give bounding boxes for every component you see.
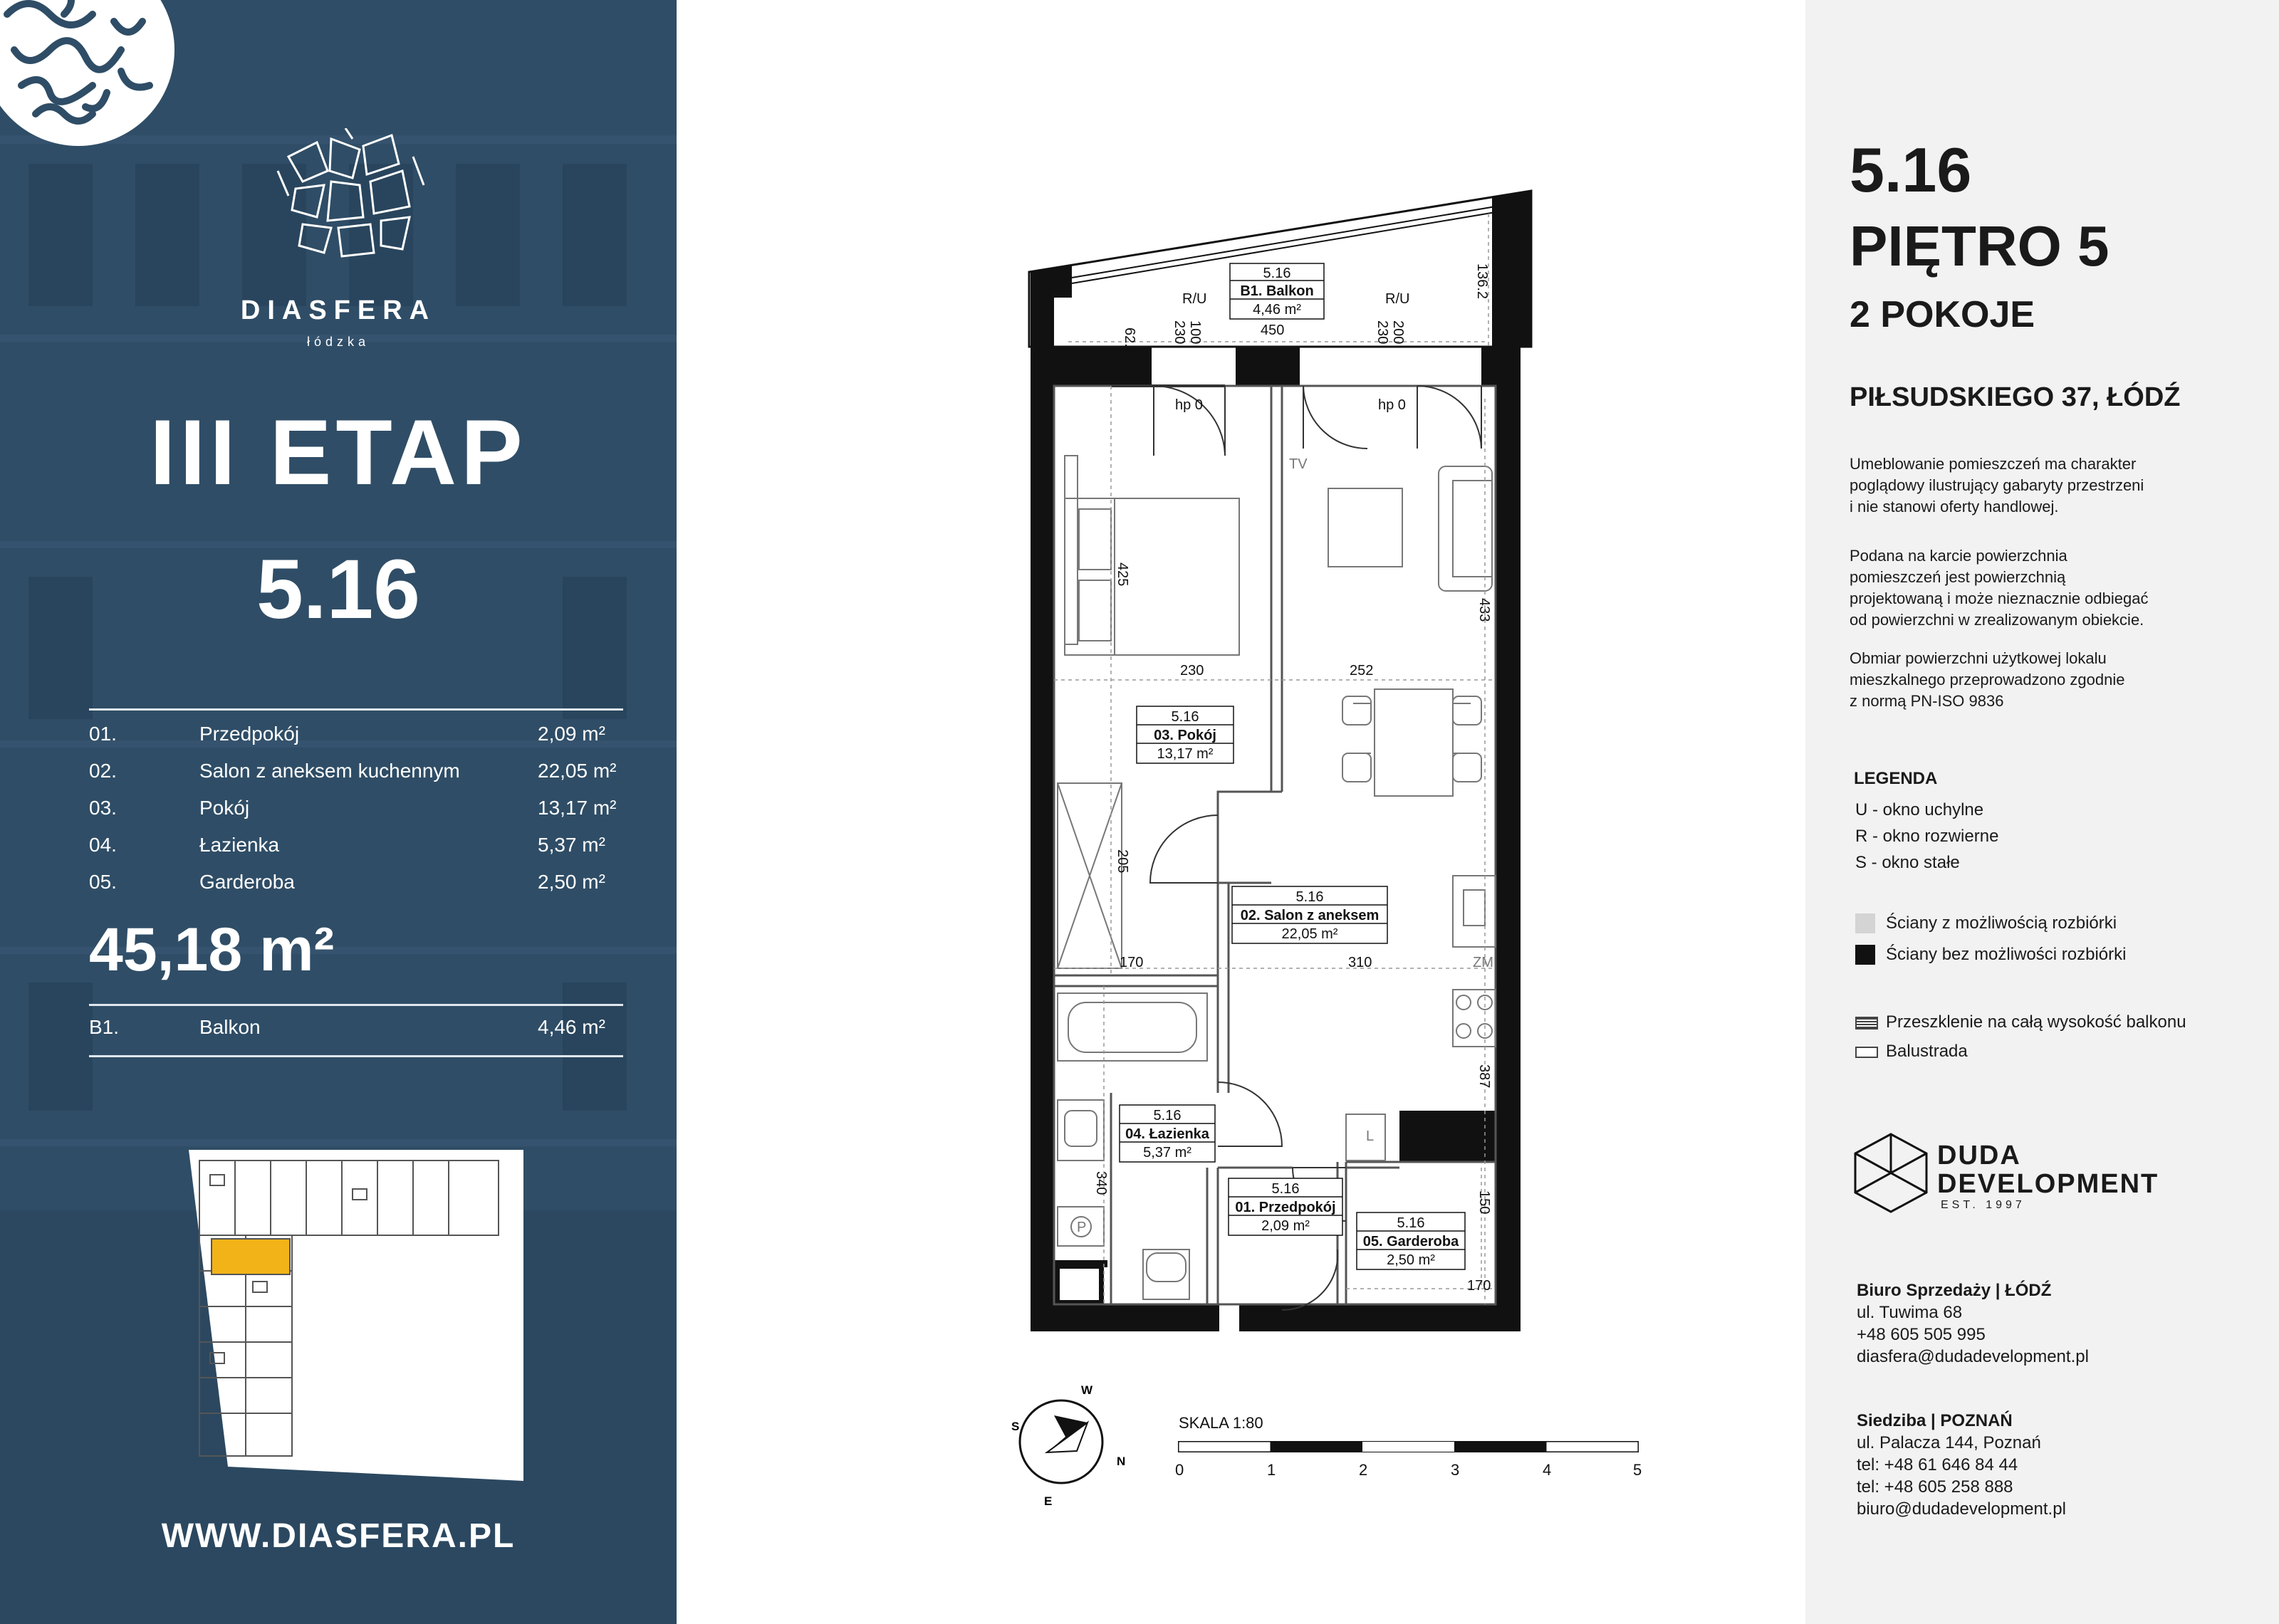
scale-tick: 4 xyxy=(1543,1461,1552,1479)
phone-link[interactable]: tel: +48 605 258 888 xyxy=(1857,1477,2013,1497)
legend-item: Ściany z możliwością rozbiórki xyxy=(1886,913,2117,933)
dim-62: 62.3 xyxy=(1122,328,1137,355)
room-row xyxy=(89,760,623,795)
room-number: 04. xyxy=(89,834,117,856)
compass xyxy=(1011,1383,1125,1508)
developer-name: DEVELOPMENT xyxy=(1937,1169,2159,1199)
svg-text:5.16: 5.16 xyxy=(1295,889,1324,905)
p-label: P xyxy=(1077,1220,1087,1235)
legend-item: Balustrada xyxy=(1886,1042,1968,1061)
address: PIŁSUDSKIEGO 37, ŁÓDŹ xyxy=(1850,382,2181,412)
dim-310: 310 xyxy=(1348,955,1372,970)
duda-development-logo xyxy=(1852,1132,1930,1214)
compass-s: S xyxy=(1011,1420,1020,1433)
room-name: Przedpokój xyxy=(199,723,300,745)
svg-text:2,09 m²: 2,09 m² xyxy=(1261,1218,1310,1234)
room-area: 22,05 m² xyxy=(538,760,617,782)
compass-n: N xyxy=(1117,1455,1126,1468)
room-number: 03. xyxy=(89,797,117,819)
legend-title: LEGENDA xyxy=(1854,769,1938,788)
svg-text:01. Przedpokój: 01. Przedpokój xyxy=(1235,1200,1336,1215)
svg-text:B1. Balkon: B1. Balkon xyxy=(1240,283,1314,299)
room-name: Garderoba xyxy=(199,871,295,893)
scale-tick: 3 xyxy=(1451,1461,1460,1479)
dim-433: 433 xyxy=(1476,598,1492,622)
svg-text:5,37 m²: 5,37 m² xyxy=(1143,1145,1191,1161)
window-width: 100 xyxy=(1187,320,1203,345)
legend-item: S - okno stałe xyxy=(1855,853,1960,872)
developer-est: EST. 1997 xyxy=(1941,1199,2025,1211)
glazing-swatch xyxy=(1855,1017,1878,1030)
dim-170: 170 xyxy=(1120,955,1144,970)
email-link[interactable]: diasfera@dudadevelopment.pl xyxy=(1857,1347,2089,1366)
svg-text:03. Pokój: 03. Pokój xyxy=(1154,728,1216,743)
headquarters: Siedziba | POZNAŃ ul. Palacza 144, Poznań tel: +48 61 646 84 44 tel: +48 605 258 888 biuro@dudadevelopment.pl xyxy=(1857,1411,2066,1519)
room-label-balcony xyxy=(1230,263,1324,319)
room-label-garderoba xyxy=(1357,1212,1465,1269)
partition-walls xyxy=(1054,386,1496,1304)
svg-text:05. Garderoba: 05. Garderoba xyxy=(1362,1234,1459,1250)
svg-text:02. Salon z aneksem: 02. Salon z aneksem xyxy=(1240,908,1380,923)
divider xyxy=(89,708,623,711)
l-label: L xyxy=(1366,1128,1375,1144)
room-number: 05. xyxy=(89,871,117,893)
furnishing-note: Umeblowanie pomieszczeń ma charakter poglądowy ilustrujący gabaryty przestrzeni i nie stanowi oferty handlowej. xyxy=(1850,455,2144,515)
scale-tick: 1 xyxy=(1267,1461,1276,1479)
hp-label: hp 0 xyxy=(1175,397,1203,413)
stage-title: III ETAP xyxy=(150,400,527,504)
svg-text:22,05 m²: 22,05 m² xyxy=(1281,926,1338,942)
balcony-name: Balkon xyxy=(199,1016,261,1038)
legend-item: Ściany bez możliwości rozbiórki xyxy=(1886,945,2127,964)
room-label-pokoj xyxy=(1137,706,1234,763)
room-row xyxy=(89,797,623,832)
svg-text:5.16: 5.16 xyxy=(1153,1108,1182,1123)
balcony-number: B1. xyxy=(89,1016,120,1038)
room-area: 5,37 m² xyxy=(538,834,605,856)
dim-136: 136.2 xyxy=(1474,263,1490,300)
svg-text:13,17 m²: 13,17 m² xyxy=(1157,746,1214,762)
window-height: 230 xyxy=(1375,320,1390,345)
scale-tick: 0 xyxy=(1175,1461,1184,1479)
balustrade-swatch xyxy=(1855,1047,1878,1058)
room-label-przedpokoj xyxy=(1229,1178,1342,1235)
right-panel xyxy=(1805,0,2279,1624)
room-name: Salon z aneksem kuchennym xyxy=(199,760,460,782)
floor-plan xyxy=(677,0,1805,1624)
tv-label: TV xyxy=(1289,456,1308,472)
area-note: Podana na karcie powierzchnia pomieszczeń jest powierzchnią projektowaną i może nieznacznie odbiegać od powierzchni w zrealizowanym obiekcie. xyxy=(1850,547,2149,629)
room-area: 13,17 m² xyxy=(538,797,617,819)
dim-425: 425 xyxy=(1115,562,1130,587)
scale-tick: 2 xyxy=(1359,1461,1368,1479)
room-number: 02. xyxy=(89,760,117,782)
dim-170: 170 xyxy=(1467,1278,1491,1294)
svg-text:5.16: 5.16 xyxy=(1397,1215,1425,1231)
room-row xyxy=(89,834,623,869)
dim-230: 230 xyxy=(1180,663,1204,679)
scale-tick: 5 xyxy=(1633,1461,1642,1479)
scale-label: SKALA 1:80 xyxy=(1179,1414,1263,1432)
developer-name: DUDA xyxy=(1937,1141,2021,1170)
room-number: 01. xyxy=(89,723,117,745)
scale-bar xyxy=(1175,1414,1642,1479)
svg-text:5.16: 5.16 xyxy=(1263,266,1291,281)
doors xyxy=(1111,386,1481,1310)
balcony-row xyxy=(89,1016,623,1052)
legend-item: Przeszklenie na całą wysokość balkonu xyxy=(1886,1012,2186,1032)
decorative-pattern-circle xyxy=(0,0,192,199)
building-key-plan xyxy=(182,1146,531,1484)
divider xyxy=(89,1004,623,1006)
legend-item: R - okno rozwierne xyxy=(1855,827,1999,846)
dim-340: 340 xyxy=(1093,1171,1109,1195)
phone-link[interactable]: +48 605 505 995 xyxy=(1857,1325,1986,1344)
room-area: 2,50 m² xyxy=(538,871,605,893)
brand-name: DIASFERA xyxy=(240,295,437,325)
rooms-count: 2 POKOJE xyxy=(1850,294,2035,335)
divider xyxy=(89,1055,623,1057)
dim-252: 252 xyxy=(1350,663,1374,679)
compass-w: W xyxy=(1081,1383,1093,1397)
dim-150: 150 xyxy=(1476,1190,1492,1215)
compass-e: E xyxy=(1044,1494,1053,1508)
window-height: 230 xyxy=(1172,320,1187,345)
room-row xyxy=(89,723,623,758)
window-width: 200 xyxy=(1390,320,1406,345)
hp-label: hp 0 xyxy=(1378,397,1406,413)
unit-title: 5.16 xyxy=(1850,135,1972,205)
window-type: R/U xyxy=(1182,291,1207,307)
room-name: Łazienka xyxy=(199,834,280,856)
legend-item: U - okno uchylne xyxy=(1855,800,1984,819)
svg-text:2,50 m²: 2,50 m² xyxy=(1387,1252,1435,1268)
measurement-note: Obmiar powierzchni użytkowej lokalu mieszkalnego przeprowadzono zgodnie z normą PN-ISO 9836 xyxy=(1850,649,2125,710)
brand-subtitle: łódzka xyxy=(306,335,370,349)
phone-link[interactable]: tel: +48 61 646 84 44 xyxy=(1857,1455,2018,1474)
website-url[interactable]: WWW.DIASFERA.PL xyxy=(161,1517,516,1555)
left-panel xyxy=(0,0,677,1624)
total-area: 45,18 m² xyxy=(89,916,335,984)
window-type: R/U xyxy=(1385,291,1410,307)
room-area: 2,09 m² xyxy=(538,723,605,745)
floor-title: PIĘTRO 5 xyxy=(1850,214,2109,278)
room-row xyxy=(89,871,623,906)
balcony-area: 4,46 m² xyxy=(538,1016,605,1038)
room-label-lazienka xyxy=(1120,1105,1215,1162)
dark-wall-swatch xyxy=(1855,945,1875,965)
dim-450: 450 xyxy=(1261,323,1285,338)
dim-387: 387 xyxy=(1476,1064,1492,1089)
svg-text:04. Łazienka: 04. Łazienka xyxy=(1125,1126,1209,1142)
dim-205: 205 xyxy=(1115,849,1130,874)
diasfera-logo-mark xyxy=(274,128,427,263)
svg-text:4,46 m²: 4,46 m² xyxy=(1253,302,1301,318)
svg-text:5.16: 5.16 xyxy=(1171,709,1199,725)
light-wall-swatch xyxy=(1855,913,1875,933)
zm-label: ZM xyxy=(1473,955,1493,970)
sales-office: Biuro Sprzedaży | ŁÓDŹ ul. Tuwima 68 +48 605 505 995 diasfera@dudadevelopment.pl xyxy=(1857,1281,2089,1366)
room-label-salon xyxy=(1232,886,1387,943)
room-name: Pokój xyxy=(199,797,250,819)
email-link[interactable]: biuro@dudadevelopment.pl xyxy=(1857,1499,2066,1519)
unit-number: 5.16 xyxy=(256,543,420,636)
svg-text:5.16: 5.16 xyxy=(1271,1181,1300,1197)
highlighted-unit xyxy=(212,1239,290,1274)
